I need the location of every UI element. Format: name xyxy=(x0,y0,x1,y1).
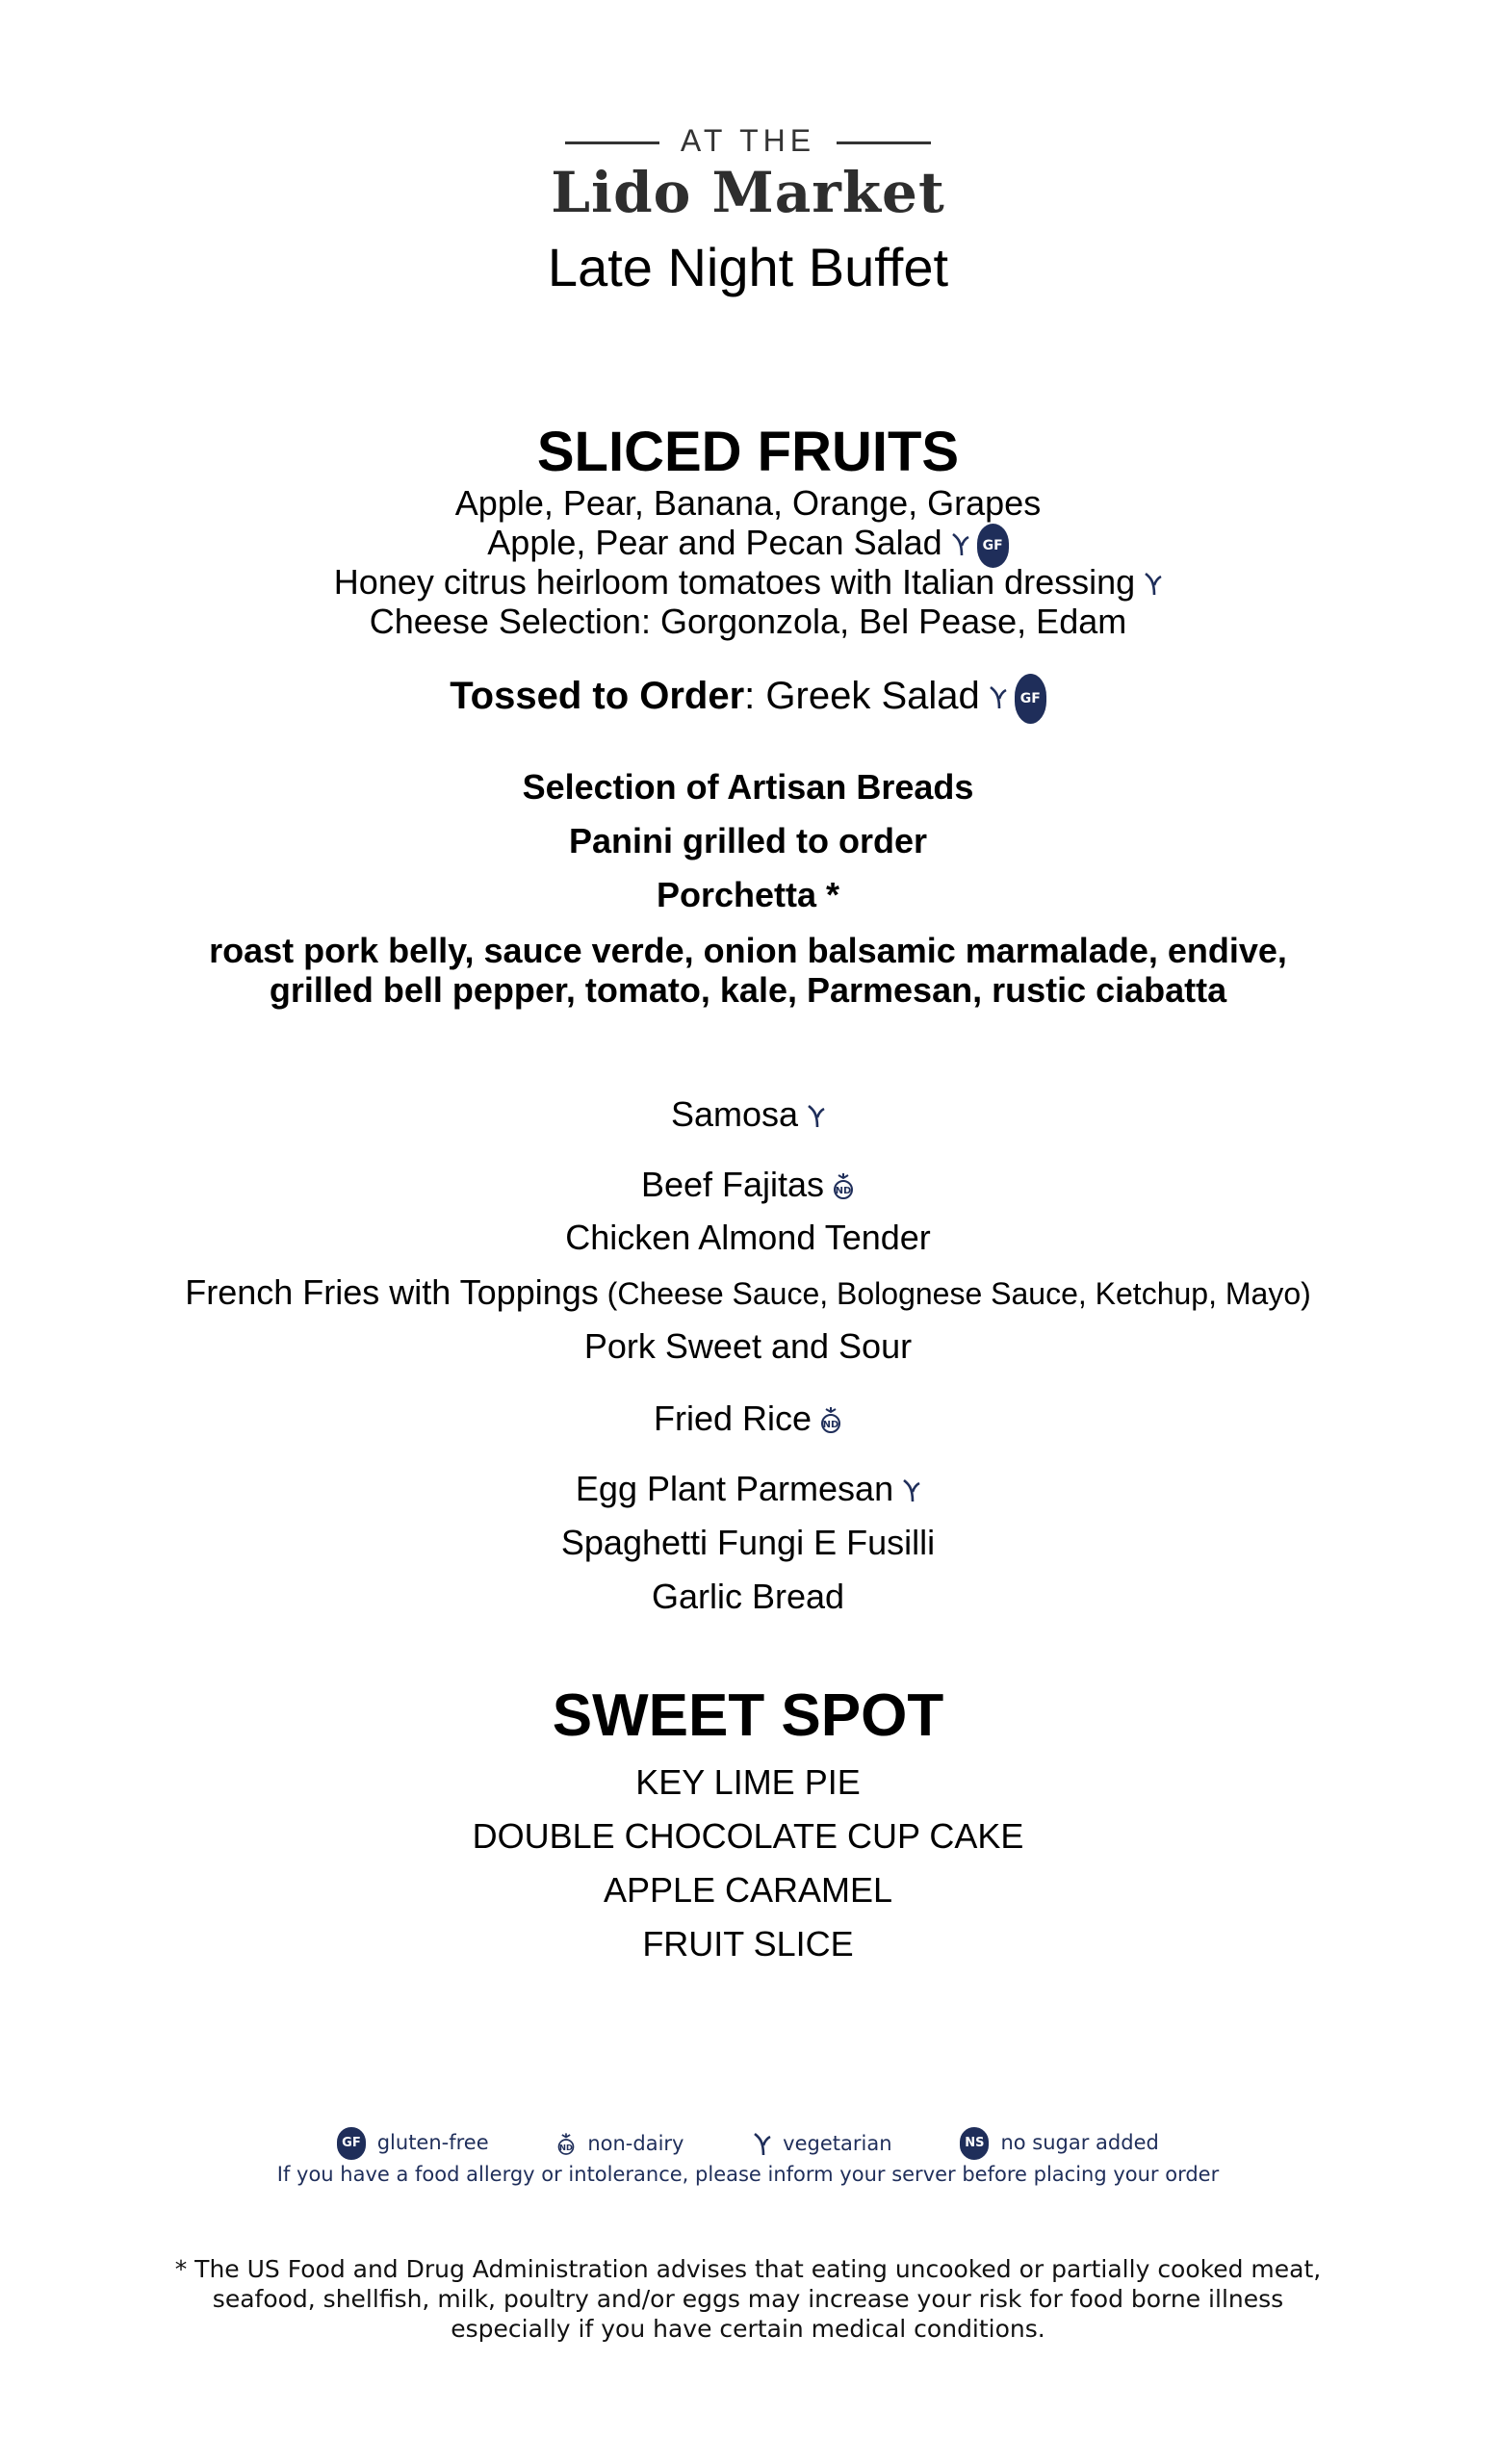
menu-item-toppings: (Cheese Sauce, Bolognese Sauce, Ketchup, Mayo) xyxy=(598,1276,1311,1311)
allergy-notice: If you have a food allergy or intolerance, please inform your server before placing your order xyxy=(276,2163,1220,2186)
section-title-sweet-spot: SWEET SPOT xyxy=(552,1682,944,1749)
disclaimer-line: especially if you have certain medical conditions. xyxy=(451,2315,1045,2343)
disclaimer-line: * The US Food and Drug Administration advises that eating uncooked or partially cooked meat, xyxy=(174,2255,1322,2283)
menu-item-label: Fried Rice xyxy=(653,1399,812,1438)
page-subtitle: Late Night Buffet xyxy=(547,237,949,297)
vegetarian-icon xyxy=(1143,572,1162,597)
non-dairy-icon xyxy=(556,2132,576,2157)
legend-item-gluten-free xyxy=(337,2127,488,2160)
svg-text:ND: ND xyxy=(835,1186,852,1197)
fda-disclaimer xyxy=(0,2254,1496,2344)
vegetarian-icon xyxy=(901,1478,920,1503)
legend-item-non-dairy xyxy=(556,2129,684,2158)
menu-item xyxy=(0,1272,1496,1314)
menu-item xyxy=(0,1165,1496,1205)
menu-item-description: roast pork belly, sauce verde, onion balsamic marmalade, endive, xyxy=(209,931,1287,970)
svg-text:ND: ND xyxy=(822,1420,839,1431)
menu-item: Chicken Almond Tender xyxy=(565,1218,931,1257)
eyebrow-text: AT THE xyxy=(680,123,816,158)
menu-item-label: Samosa xyxy=(670,1094,799,1134)
menu-item: FRUIT SLICE xyxy=(642,1924,854,1964)
non-dairy-icon xyxy=(832,1172,855,1201)
gluten-free-icon: GF xyxy=(337,2127,366,2160)
menu-item-label: Apple, Pear and Pecan Salad xyxy=(487,523,942,562)
vegetarian-icon xyxy=(752,2132,771,2157)
header-rule-left xyxy=(565,141,659,144)
gluten-free-icon: GF xyxy=(977,523,1009,567)
menu-item: DOUBLE CHOCOLATE CUP CAKE xyxy=(472,1816,1024,1856)
legend-item-no-sugar-added xyxy=(960,2127,1159,2160)
menu-item-description: grilled bell pepper, tomato, kale, Parmesan, rustic ciabatta xyxy=(269,970,1227,1010)
legend-label: gluten-free xyxy=(376,2131,489,2154)
menu-item: Garlic Bread xyxy=(651,1577,845,1616)
section-title-sliced-fruits: SLICED FRUITS xyxy=(536,421,960,483)
vegetarian-icon xyxy=(806,1104,825,1129)
tossed-label: Tossed to Order xyxy=(450,675,745,717)
menu-item: Porchetta * xyxy=(656,875,840,914)
menu-item-label: Beef Fajitas xyxy=(640,1165,825,1204)
tossed-to-order xyxy=(0,673,1496,724)
non-dairy-icon xyxy=(819,1406,842,1435)
menu-item xyxy=(0,523,1496,568)
menu-item: Pork Sweet and Sour xyxy=(583,1326,913,1366)
brand-title: Lido Market xyxy=(551,160,945,225)
legend-label: vegetarian xyxy=(783,2132,892,2155)
menu-item: Apple, Pear, Banana, Orange, Grapes xyxy=(454,483,1042,523)
tossed-item: : Greek Salad xyxy=(744,675,980,717)
menu-item: KEY LIME PIE xyxy=(635,1762,861,1802)
vegetarian-icon xyxy=(988,685,1007,710)
legend-label: no sugar added xyxy=(1000,2131,1159,2154)
svg-text:ND: ND xyxy=(559,2142,574,2152)
menu-item xyxy=(0,1469,1496,1509)
menu-item xyxy=(0,1399,1496,1439)
vegetarian-icon xyxy=(950,532,969,557)
legend-label: non-dairy xyxy=(587,2132,684,2155)
no-sugar-added-icon: NS xyxy=(960,2127,989,2160)
legend-item-vegetarian xyxy=(752,2129,891,2158)
menu-item: Cheese Selection: Gorgonzola, Bel Pease, Edam xyxy=(369,602,1127,641)
menu-item xyxy=(0,1094,1496,1135)
disclaimer-line: seafood, shellfish, milk, poultry and/or eggs may increase your risk for food borne illness xyxy=(212,2285,1284,2313)
menu-item: APPLE CARAMEL xyxy=(603,1870,893,1910)
dietary-legend xyxy=(0,2127,1496,2160)
menu-item-label: Egg Plant Parmesan xyxy=(575,1469,894,1508)
menu-item: Selection of Artisan Breads xyxy=(522,767,974,807)
header-rule-right xyxy=(837,141,931,144)
menu-item: Panini grilled to order xyxy=(568,821,928,860)
header-eyebrow xyxy=(0,123,1496,158)
gluten-free-icon: GF xyxy=(1015,673,1046,723)
menu-item-label: Honey citrus heirloom tomatoes with Italian dressing xyxy=(333,562,1136,602)
menu-item-label: French Fries with Toppings xyxy=(185,1272,599,1312)
menu-item: Spaghetti Fungi E Fusilli xyxy=(560,1523,936,1562)
menu-item xyxy=(0,562,1496,603)
